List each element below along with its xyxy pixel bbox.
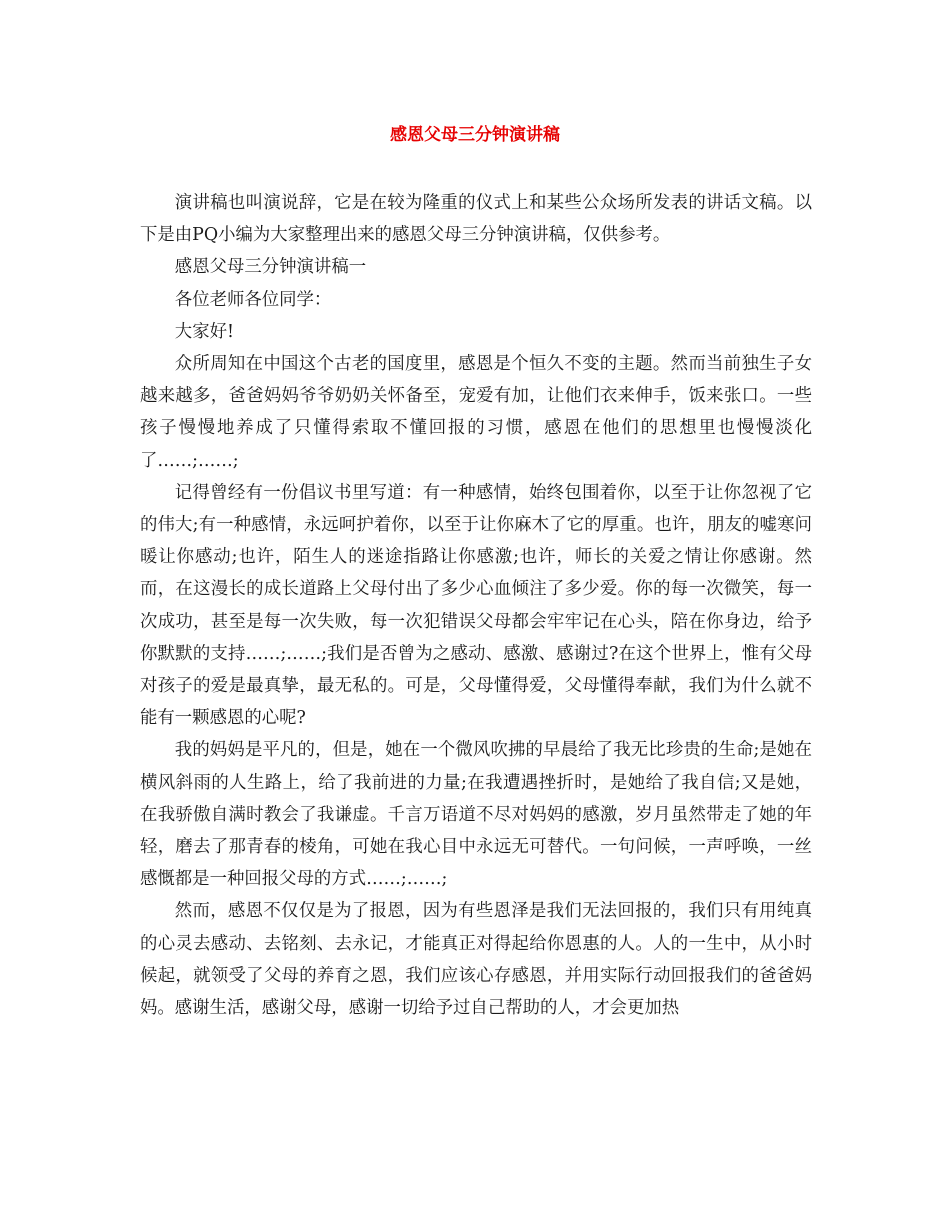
paragraph-greeting: 大家好! [174, 321, 234, 342]
paragraph-body-4: 然而，感恩不仅仅是为了报恩，因为有些恩泽是我们无法回报的，我们只有用纯真的心灵去感动、去铭刻、去永记，才能真正对得起给你恩惠的人。人的一生中，从小时候起，就领受了父母的养育之恩，我们应该心存感恩，并用实际行动回报我们的爸爸妈妈。感谢生活，感谢父母，感谢一切给予过自己帮助的人，才会更加热 [140, 901, 812, 1019]
paragraph-body-2: 记得曾经有一份倡议书里写道：有一种感情，始终包围着你，以至于让你忽视了它的伟大;有一种感情，永远呵护着你，以至于让你麻木了它的厚重。也许，朋友的嘘寒问暖让你感动;也许，陌生人的迷途指路让你感激;也许，师长的关爱之情让你感谢。然而，在这漫长的成长道路上父母付出了多少心血倾注了多少爱。你的每一次微笑，每一次成功，甚至是每一次失败，每一次犯错误父母都会牢牢记在心头，陪在你身边，给予你默默的支持……;……;我们是否曾为之感动、感激、感谢过?在这个世界上，惟有父母对孩子的爱是最真挚，最无私的。可是，父母懂得爱，父母懂得奉献，我们为什么就不能有一颗感恩的心呢? [140, 482, 812, 729]
paragraph-body-3: 我的妈妈是平凡的，但是，她在一个微风吹拂的早晨给了我无比珍贵的生命;是她在横风斜雨的人生路上，给了我前进的力量;在我遭遇挫折时，是她给了我自信;又是她，在我骄傲自满时教会了我谦虚。千言万语道不尽对妈妈的感激，岁月虽然带走了她的年轻，磨去了那青春的棱角，可她在我心目中永远无可替代。一句问候，一声呼唤，一丝感慨都是一种回报父母的方式……;……; [140, 740, 812, 890]
paragraph-salutation: 各位老师各位同学： [174, 289, 332, 310]
paragraph-intro: 演讲稿也叫演说辞，它是在较为隆重的仪式上和某些公众场所发表的讲话文稿。以下是由PQ小编为大家整理出来的感恩父母三分钟演讲稿，仅供参考。 [140, 193, 812, 246]
paragraph-subtitle: 感恩父母三分钟演讲稿一 [174, 257, 367, 278]
paragraph-body-1: 众所周知在中国这个古老的国度里，感恩是个恒久不变的主题。然而当前独生子女越来越多，爸爸妈妈爷爷奶奶关怀备至，宠爱有加，让他们衣来伸手，饭来张口。一些孩子慢慢地养成了只懂得索取不懂回报的习惯，感恩在他们的思想里也慢慢淡化了……;……; [140, 354, 812, 471]
document-title: 感恩父母三分钟演讲稿 [390, 125, 560, 145]
document-body [140, 187, 812, 1024]
